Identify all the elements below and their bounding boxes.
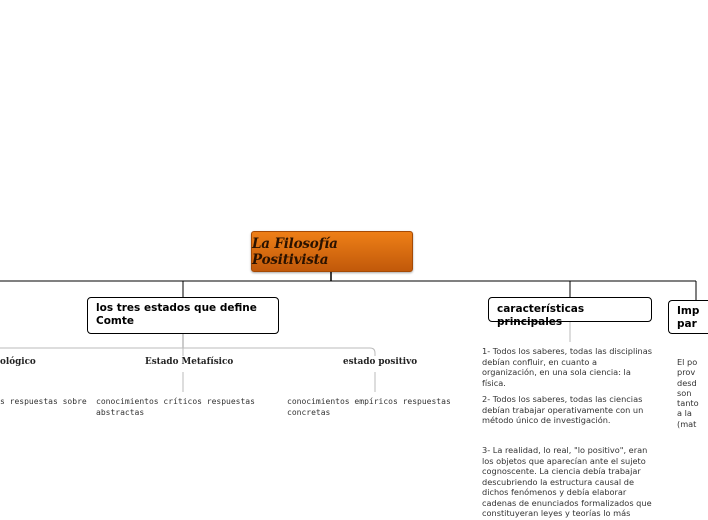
root-title: La Filosofía Positivista [252, 235, 338, 268]
branch-estados[interactable] [87, 297, 279, 334]
note-teologico-text: s respuestas sobre [0, 397, 87, 406]
note-positivo [287, 396, 452, 418]
branch-caracteristicas-title: características principales [497, 303, 585, 328]
point-1-text: 1- Todos los saberes, todas las disciplinas debían confluir, en cuanto a organización, en una sola ciencia: la física. [482, 346, 653, 388]
point-2-text: 2- Todos los saberes, todas las ciencias debían trabajar operativamente con un método único de investigación. [482, 394, 644, 425]
subnode-teologico[interactable] [0, 357, 36, 367]
importancia-line: prov [677, 367, 696, 378]
subnode-positivo-label: estado positivo [343, 357, 418, 367]
branch-importancia[interactable] [668, 300, 708, 334]
note-teologico [0, 396, 87, 407]
importancia-line: a la [677, 408, 692, 419]
subnode-metafisico[interactable] [145, 357, 233, 367]
importancia-line: tanto [677, 398, 699, 409]
importancia-text [677, 357, 707, 429]
subnode-metafisico-label: Estado Metafísico [145, 357, 234, 367]
note-metafisico [96, 396, 256, 418]
importancia-line: desd [677, 377, 697, 388]
importancia-line: son [677, 387, 692, 398]
point-3-text: 3- La realidad, lo real, "lo positivo", eran los objetos que aparecían ante el sujeto cognoscente. La ciencia debía trabajar descubriendo la estructura causal de dichos fenómenos y debía elaborar cadenas de enunciados formalizados que constituyeran leyes y teorías lo más [482, 445, 652, 518]
point-1 [482, 346, 654, 388]
point-2 [482, 394, 654, 426]
note-metafisico-text: conocimientos críticos respuestas abstractas [96, 397, 255, 417]
branch-importancia-title-line2: par [677, 318, 697, 330]
root-node[interactable] [251, 231, 413, 272]
branch-importancia-title-line1: Imp [677, 305, 700, 317]
note-positivo-text: conocimientos empíricos respuestas concretas [287, 397, 451, 417]
branch-estados-title: los tres estados que define Comte [96, 302, 257, 327]
point-3 [482, 445, 660, 519]
branch-caracteristicas[interactable] [488, 297, 652, 328]
importancia-line: El po [677, 357, 698, 367]
subnode-positivo[interactable] [343, 357, 417, 367]
subnode-teologico-label: ológico [0, 357, 36, 367]
importancia-line: (mat [677, 418, 697, 429]
